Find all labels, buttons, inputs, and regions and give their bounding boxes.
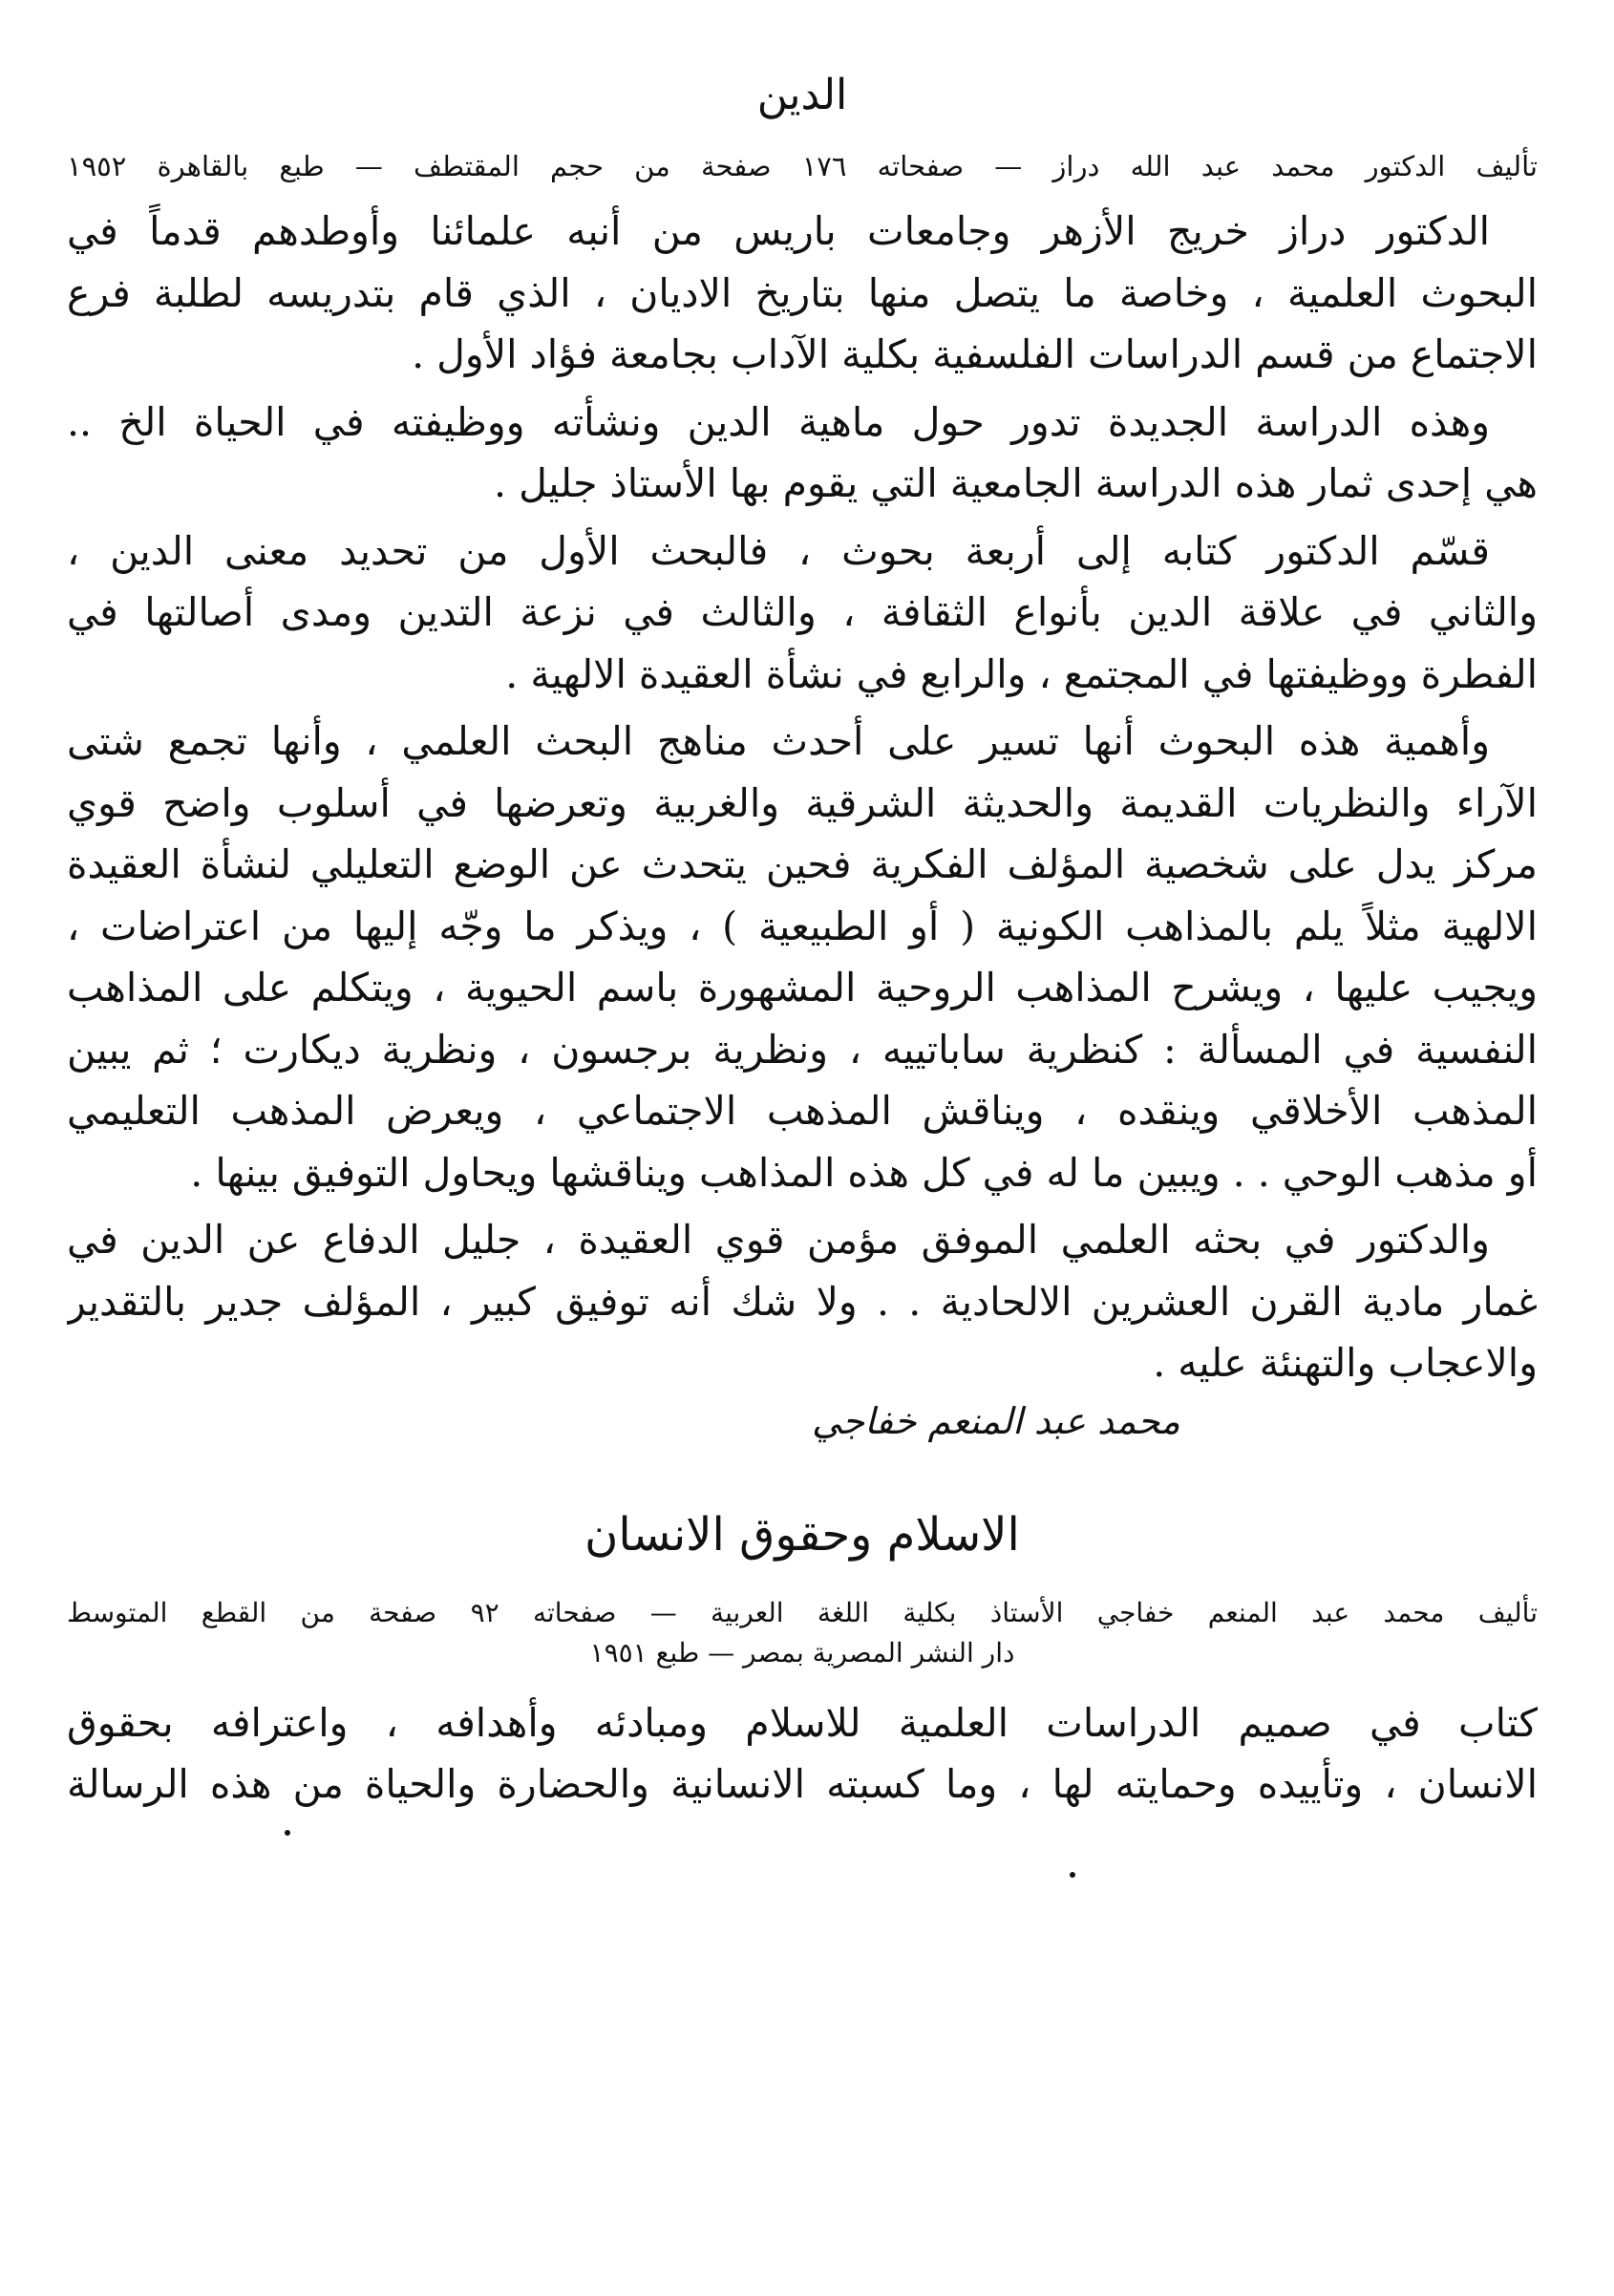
text-line: قسّم الدكتور كتابه إلى أربعة بحوث ، فالبحث الأول من تحديد معنى الدين ، xyxy=(67,527,1490,574)
text-line: وهذه الدراسة الجديدة تدور حول ماهية الدين ونشأته ووظيفته في الحياة الخ .. xyxy=(67,398,1490,445)
paragraph-5 xyxy=(67,1209,1538,1394)
section-title: الاسلام وحقوق الانسان xyxy=(584,1507,1020,1562)
author-signature xyxy=(67,1394,1538,1448)
text-line: البحوث العلمية ، وخاصة ما يتصل منها بتاريخ الاديان ، الذي قام بتدريسه لطلبة فرع xyxy=(67,269,1538,316)
paragraph-2 xyxy=(67,392,1538,515)
text-line: الاجتماع من قسم الدراسات الفلسفية بكلية الآداب بجامعة فؤاد الأول . xyxy=(412,331,1538,377)
article-title: الدين xyxy=(756,71,848,119)
paragraph-3 xyxy=(67,521,1538,706)
article-meta: تأليف الدكتور محمد عبد الله دراز — صفحاته ١٧٦ صفحة من حجم المقتطف — طبع بالقاهرة ١٩٥٢ xyxy=(67,150,1538,182)
text-line: كتاب في صميم الدراسات العلمية للاسلام ومبادئه وأهدافه ، واعترافه بحقوق xyxy=(67,1699,1538,1746)
paragraph-4 xyxy=(67,711,1538,1203)
text-line: وأهمية هذه البحوث أنها تسير على أحدث مناهج البحث العلمي ، وأنها تجمع شتى xyxy=(67,718,1490,764)
text-line: الانسان ، وتأييده وحمايته لها ، وما كسبته الانسانية والحضارة والحياة من هذه الرسالة xyxy=(67,1761,1538,1807)
text-line: ويجيب عليها ، ويشرح المذاهب الروحية المشهورة باسم الحيوية ، ويتكلم على المذاهب xyxy=(67,965,1538,1010)
text-line: والثاني في علاقة الدين بأنواع الثقافة ، والثالث في نزعة التدين ومدى أصالتها في xyxy=(67,589,1538,635)
text-line: والاعجاب والتهنئة عليه . xyxy=(1153,1340,1538,1386)
section-paragraph xyxy=(67,1692,1538,1816)
text-line: مركز يدل على شخصية المؤلف الفكرية فحين يتحدث عن الوضع التعليلي لنشأة العقيدة xyxy=(67,841,1538,887)
section-meta-line-1: تأليف محمد عبد المنعم خفاجي الأستاذ بكلية اللغة العربية — صفحاته ٩٢ صفحة من القطع المتوسط xyxy=(67,1596,1538,1628)
text-line: النفسية في المسألة : كنظرية ساباتييه ، ونظرية برجسون ، ونظرية ديكارت ؛ ثم يبين xyxy=(67,1026,1538,1073)
text-line: الالهية مثلاً يلم بالمذاهب الكونية ( أو الطبيعية ) ، ويذكر ما وجّه إليها من اعتراضات ، xyxy=(67,903,1538,949)
print-speck xyxy=(285,1830,290,1836)
text-line: الآراء والنظريات القديمة والحديثة الشرقية والغربية وتعرضها في أسلوب واضح قوي xyxy=(67,779,1538,826)
text-line: الدكتور دراز خريج الأزهر وجامعات باريس من أنبه علمائنا وأوطدهم قدماً في xyxy=(67,208,1490,254)
text-line: الفطرة ووظيفتها في المجتمع ، والرابع في نشأة العقيدة الالهية . xyxy=(505,650,1538,697)
signature-text: محمد عبد المنعم خفاجي xyxy=(812,1399,1180,1442)
text-line: والدكتور في بحثه العلمي الموفق مؤمن قوي العقيدة ، جليل الدفاع عن الدين في xyxy=(67,1217,1490,1263)
print-speck xyxy=(1070,1872,1075,1878)
paragraph-1 xyxy=(67,201,1538,386)
text-line: هي إحدى ثمار هذه الدراسة الجامعية التي يقوم بها الأستاذ جليل . xyxy=(494,460,1538,506)
text-line: غمار مادية القرن العشرين الالحادية . . ولا شك أنه توفيق كبير ، المؤلف جدير بالتقدير xyxy=(67,1278,1538,1325)
section-meta-line-2: دار النشر المصرية بمصر — طبع ١٩٥١ xyxy=(589,1636,1015,1669)
text-line: أو مذهب الوحي . . ويبين ما له في كل هذه المذاهب ويناقشها ويحاول التوفيق بينها . xyxy=(190,1149,1538,1196)
text-line: المذهب الأخلاقي وينقده ، ويناقش المذهب الاجتماعي ، ويعرض المذهب التعليمي xyxy=(67,1088,1538,1134)
